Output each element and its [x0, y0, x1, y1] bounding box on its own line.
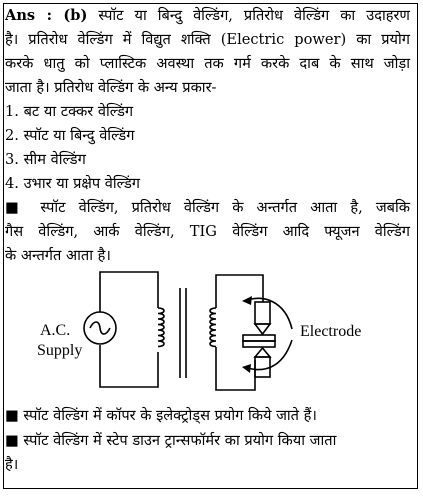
- sine-wave-icon: [90, 322, 110, 334]
- workpiece-upper: [243, 335, 275, 341]
- lower-electrode-tip: [255, 348, 270, 357]
- secondary-wire-top: [216, 275, 263, 308]
- secondary-coil: [210, 308, 216, 347]
- upper-electrode: [255, 302, 270, 324]
- bullet-line-2: ■ स्पॉट वेल्डिंग में स्टेप डाउन ट्रान्सफॉर्मर का प्रयोग किया जाता: [5, 432, 337, 449]
- note-line-2: गैस वेल्डिंग, आर्क वेल्डिंग, TIG वेल्डिंग आदि फ्यूजन वेल्डिंग: [5, 223, 410, 240]
- lower-electrode: [255, 357, 270, 377]
- workpiece-lower: [243, 341, 275, 347]
- primary-wire-bottom: [100, 345, 158, 387]
- note-line-1: ■ स्पॉट वेल्डिंग, प्रतिरोध वेल्डिंग के अन्तर्गत आता है, जबकि: [5, 199, 410, 216]
- bullet-line-3: है।: [5, 456, 19, 473]
- text-line-4: जाता है। प्रतिरोध वेल्डिंग के अन्य प्रकार-: [5, 79, 217, 96]
- supply-label: Supply: [37, 342, 83, 359]
- list-item-1: 1. बट या टक्कर वेल्डिंग: [5, 103, 134, 120]
- text-line-2: है। प्रतिरोध वेल्डिंग में विद्युत शक्ति (Electric power) का प्रयोग: [5, 31, 410, 48]
- electrode-label: Electrode: [300, 323, 362, 340]
- arrowhead-top: [242, 296, 252, 305]
- primary-wire-top: [100, 272, 158, 312]
- bullet-line-1: ■ स्पॉट वेल्डिंग में कॉपर के इलेक्ट्रोड्स प्रयोग किये जाते हैं।: [5, 407, 317, 424]
- answer-text-1: स्पॉट या बिन्दु वेल्डिंग, प्रतिरोध वेल्डिंग का उदाहरण: [87, 7, 410, 24]
- list-item-2: 2. स्पॉट या बिन्दु वेल्डिंग: [5, 127, 135, 144]
- list-item-3: 3. सीम वेल्डिंग: [5, 151, 86, 168]
- arrowhead-bottom: [242, 364, 251, 373]
- primary-coil: [158, 308, 164, 347]
- note-line-3: के अन्तर्गत आता है।: [5, 247, 111, 264]
- list-item-4: 4. उभार या प्रक्षेप वेल्डिंग: [5, 175, 141, 192]
- ac-label: A.C.: [40, 322, 71, 339]
- answer-prefix: Ans : (b): [5, 7, 88, 24]
- text-line-3: करके धातु को प्लास्टिक अवस्था तक गर्म करके दाब के साथ जोड़ा: [5, 55, 410, 72]
- upper-electrode-tip: [255, 324, 270, 334]
